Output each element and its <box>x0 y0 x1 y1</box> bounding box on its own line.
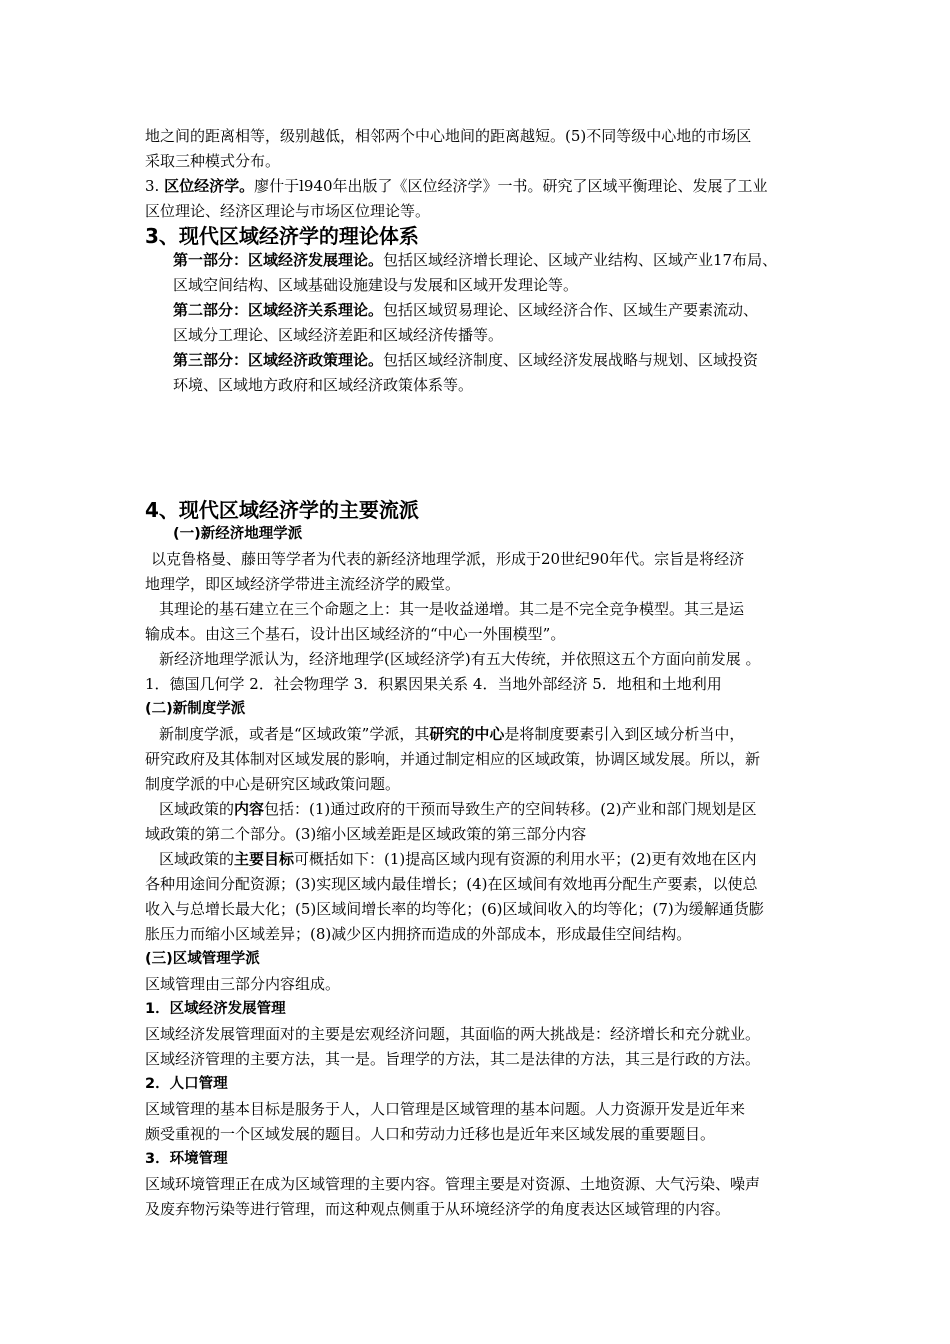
paragraph-policy-content: 区域政策的内容包括：(1)通过政府的干预而导致生产的空间转移。(2)产业和部门规划是区 <box>159 800 757 818</box>
text-line: 区域空间结构、区域基础设施建设与发展和区域开发理论等。 <box>173 276 579 294</box>
part-1: 第一部分：区域经济发展理论。包括区域经济增长理论、区域产业结构、区域产业17布局、 <box>173 251 778 269</box>
text-line: 地理学，即区域经济学带进主流经济学的殿堂。 <box>145 575 461 593</box>
text-line: 其理论的基石建立在三个命题之上：其一是收益递增。其二是不完全竞争模型。其三是运 <box>159 600 745 618</box>
paragraph-policy-goals: 区域政策的主要目标可概括如下：(1)提高区域内现有资源的利用水平；(2)更有效地在区内 <box>159 850 757 868</box>
text-line: 环境、区域地方政府和区域经济政策体系等。 <box>173 376 474 394</box>
text-line: 新经济地理学派认为，经济地理学(区域经济学)有五大传统，并依照这五个方面向前发展 。 <box>159 650 761 668</box>
subsection-economic-management: 1．区域经济发展管理 <box>145 1001 286 1017</box>
section-4-heading: 4、现代区域经济学的主要流派 <box>145 498 419 522</box>
text-line: 制度学派的中心是研究区域政策问题。 <box>145 775 401 793</box>
section-central-place-tail <box>145 124 825 224</box>
text-line: 胀压力而缩小区域差异；(8)减少区内拥挤而造成的外部成本，形成最佳空间结构。 <box>145 925 692 943</box>
text-line: 输成本。由这三个基石，设计出区域经济的“中心一外围模型”。 <box>145 625 566 643</box>
part-2: 第二部分：区域经济关系理论。包括区域贸易理论、区域经济合作、区域生产要素流动、 <box>173 301 759 319</box>
text-line: 研究政府及其体制对区域发展的影响，并通过制定相应的区域政策，协调区域发展。所以，新 <box>145 750 761 768</box>
text-line: 区域管理由三部分内容组成。 <box>145 975 341 993</box>
text-line: 颇受重视的一个区域发展的题目。人口和劳动力迁移也是近年来区域发展的重要题目。 <box>145 1125 716 1143</box>
text-line: 及废弃物污染等进行管理，而这种观点侧重于从环境经济学的角度表达区域管理的内容。 <box>145 1200 731 1218</box>
text-line: 区域分工理论、区域经济差距和区域经济传播等。 <box>173 326 504 344</box>
school-1-title: (一)新经济地理学派 <box>173 526 303 542</box>
item-title: 区位经济学。 <box>164 177 255 195</box>
section-3-heading: 3、现代区域经济学的理论体系 <box>145 224 419 248</box>
school-2-title: (二)新制度学派 <box>145 701 246 717</box>
school-3-title: (三)区域管理学派 <box>145 951 260 967</box>
item-location-economics: 3. 区位经济学。廖什于l940年出版了《区位经济学》一书。研究了区域平衡理论、发展了工业 <box>145 177 768 195</box>
text-line: 区域经济发展管理面对的主要是宏观经济问题，其面临的两大挑战是：经济增长和充分就业。 <box>145 1025 761 1043</box>
text-line: 区位理论、经济区理论与市场区位理论等。 <box>145 202 431 220</box>
text-line: 各种用途间分配资源；(3)实现区域内最佳增长；(4)在区域间有效地再分配生产要素，以使总 <box>145 875 758 893</box>
part-3: 第三部分：区域经济政策理论。包括区域经济制度、区域经济发展战略与规划、区域投资 <box>173 351 759 369</box>
text-line: 采取三种模式分布。 <box>145 152 281 170</box>
text-line: 区域环境管理正在成为区域管理的主要内容。管理主要是对资源、土地资源、大气污染、噪声 <box>145 1175 761 1193</box>
text-line: 1．德国几何学 2．社会物理学 3．积累因果关系 4．当地外部经济 5．地租和土地利用 <box>145 675 722 693</box>
text-line: 区域经济管理的主要方法，其一是。旨理学的方法，其二是法律的方法，其三是行政的方法。 <box>145 1050 761 1068</box>
text-line: 地之间的距离相等，级别越低，相邻两个中心地间的距离越短。(5)不同等级中心地的市场区 <box>145 127 752 145</box>
text-line: 收入与总增长最大化；(5)区域间增长率的均等化；(6)区域间收入的均等化；(7)为缓解通货膨 <box>145 900 764 918</box>
subsection-population-management: 2．人口管理 <box>145 1076 228 1092</box>
text-line: 以克鲁格曼、藤田等学者为代表的新经济地理学派，形成于20世纪90年代。宗旨是将经济 <box>151 550 745 568</box>
section-4-body <box>145 522 825 1222</box>
section-3-parts <box>145 248 825 398</box>
text-line: 区域管理的基本目标是服务于人，人口管理是区域管理的基本问题。人力资源开发是近年来 <box>145 1100 746 1118</box>
paragraph-research-center: 新制度学派，或者是“区域政策”学派，其研究的中心是将制度要素引入到区域分析当中， <box>159 725 745 743</box>
subsection-environment-management: 3．环境管理 <box>145 1151 228 1167</box>
text-line: 域政策的第二个部分。(3)缩小区域差距是区域政策的第三部分内容 <box>145 825 587 843</box>
